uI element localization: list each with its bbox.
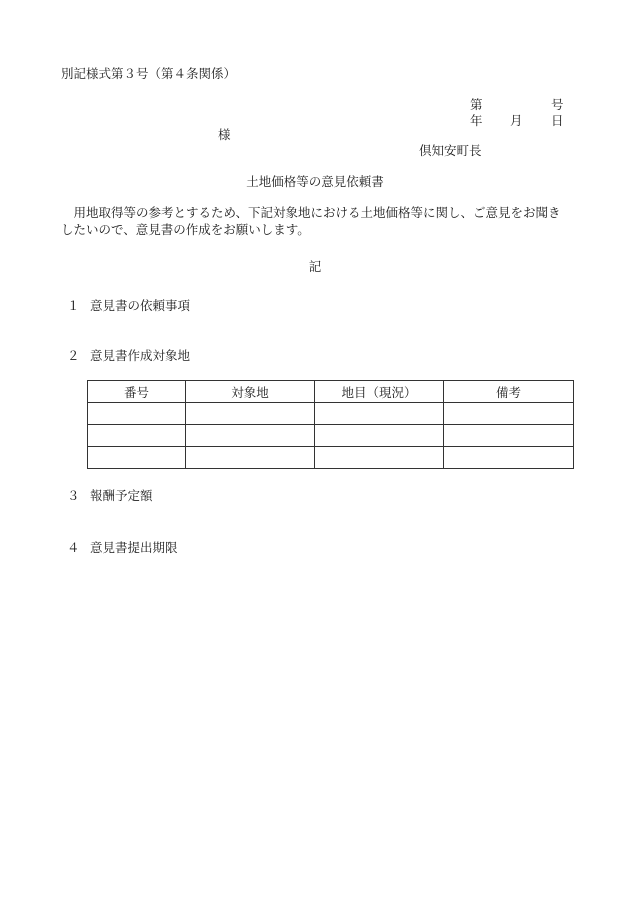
document-title: 土地価格等の意見依頼書 — [246, 174, 384, 189]
target-land-table — [87, 380, 574, 469]
table-cell — [88, 403, 186, 425]
section-label: 報酬予定額 — [90, 488, 153, 503]
section-number: １ — [67, 298, 80, 313]
table-cell — [315, 447, 444, 469]
table-cell — [444, 425, 574, 447]
column-header-land-category: 地目（現況） — [315, 381, 444, 403]
form-label: 別記様式第３号（第４条関係） — [61, 66, 237, 81]
section-item-fee — [67, 489, 153, 503]
column-header-remarks: 備考 — [444, 381, 574, 403]
ki-heading: 記 — [308, 259, 322, 274]
date-day-label: 日 — [551, 113, 564, 128]
table-cell — [444, 447, 574, 469]
table-row — [88, 447, 574, 469]
table-row — [88, 425, 574, 447]
section-label: 意見書の依頼事項 — [90, 298, 191, 313]
date-year-label: 年 — [470, 113, 483, 128]
section-item-deadline — [67, 541, 178, 555]
table-cell — [88, 447, 186, 469]
date-month-label: 月 — [510, 113, 523, 128]
table-cell — [315, 403, 444, 425]
body-paragraph: 用地取得等の参考とするため、下記対象地における土地価格等に関し、ご意見をお聞きしたいので、意見書の作成をお願いします。 — [61, 205, 561, 237]
section-item-request-matters — [67, 299, 190, 313]
section-number: ２ — [67, 348, 80, 363]
sender-name: 倶知安町長 — [419, 143, 482, 158]
table-cell — [186, 447, 315, 469]
document-number-prefix: 第 — [470, 97, 483, 112]
section-number: ３ — [67, 488, 80, 503]
table-cell — [444, 403, 574, 425]
table-row — [88, 403, 574, 425]
table-header-row — [88, 381, 574, 403]
section-label: 意見書作成対象地 — [90, 348, 191, 363]
document-number-suffix: 号 — [551, 97, 564, 112]
column-header-number: 番号 — [88, 381, 186, 403]
addressee-honorific: 様 — [218, 127, 231, 142]
column-header-target-land: 対象地 — [186, 381, 315, 403]
table-cell — [186, 425, 315, 447]
table-cell — [88, 425, 186, 447]
section-item-target-land — [67, 349, 190, 363]
table-cell — [186, 403, 315, 425]
section-number: ４ — [67, 540, 80, 555]
section-label: 意見書提出期限 — [90, 540, 178, 555]
table-cell — [315, 425, 444, 447]
